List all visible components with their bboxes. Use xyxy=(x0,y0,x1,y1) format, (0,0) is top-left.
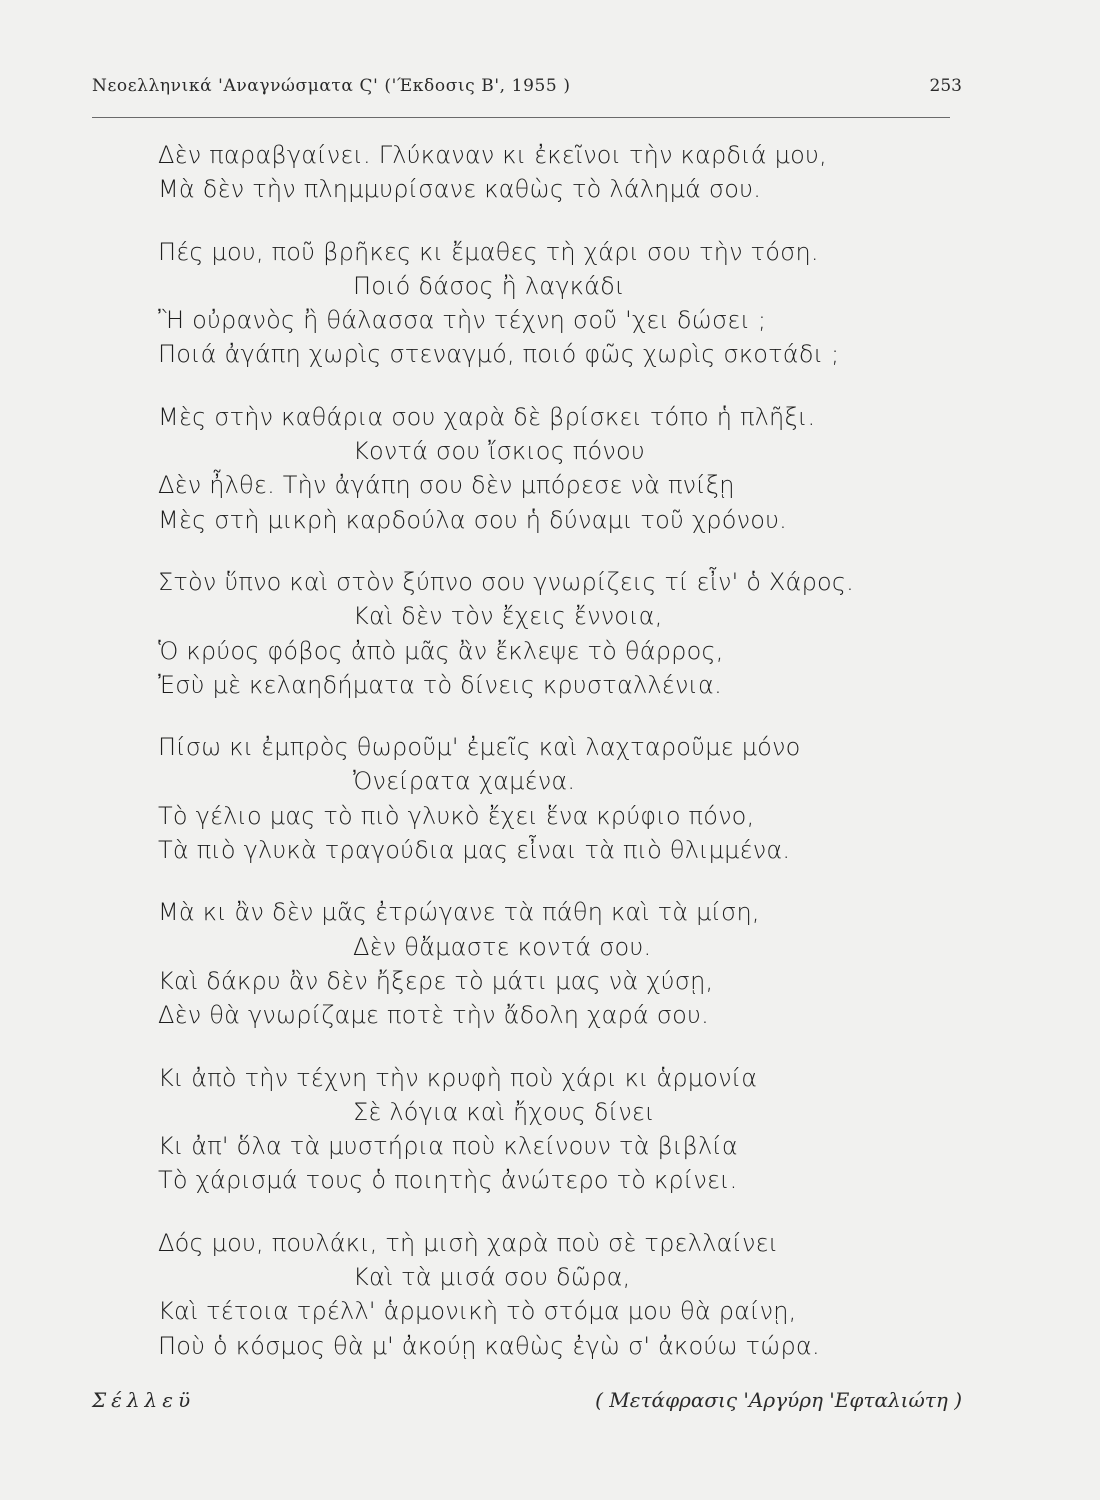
poem-line: Ποιά ἀγάπη χωρὶς στεναγμό, ποιό φῶς χωρὶς σκοτάδι ; xyxy=(158,340,840,369)
stanza xyxy=(158,565,938,702)
poem-line: Πές μου, ποῦ βρῆκες κι ἔμαθες τὴ χάρι σου τὴν τόση. xyxy=(158,237,819,266)
poem-line: Μὲς στὴ μικρὴ καρδούλα σου ἡ δύναμι τοῦ χρόνου. xyxy=(158,505,788,534)
poem-line: Κι ἀπ' ὅλα τὰ μυστήρια ποὺ κλείνουν τὰ βιβλία xyxy=(158,1132,738,1161)
poem-line: Ὁ κρύος φόβος ἀπὸ μᾶς ἂν ἔκλεψε τὸ θάρρος, xyxy=(158,636,724,665)
poem-line: Ὀνείρατα χαμένα. xyxy=(353,767,576,796)
stanza xyxy=(158,1226,938,1363)
poem-line: Δός μου, πουλάκι, τὴ μισὴ χαρὰ ποὺ σὲ τρελλαίνει xyxy=(158,1228,779,1257)
poem-line: Στὸν ὕπνο καὶ στὸν ξύπνο σου γνωρίζεις τί εἶν' ὁ Χάρος. xyxy=(158,567,855,596)
stanza xyxy=(158,1061,938,1198)
poem-line: Ἢ οὐρανὸς ἢ θάλασσα τὴν τέχνη σοῦ 'χει δώσει ; xyxy=(158,306,767,335)
poem-line: Ἐσὺ μὲ κελαηδήματα τὸ δίνεις κρυσταλλένια. xyxy=(158,670,722,699)
poem-line: Τὰ πιὸ γλυκὰ τραγούδια μας εἶναι τὰ πιὸ θλιμμένα. xyxy=(158,836,791,865)
poem-author: Σέλλεϋ xyxy=(92,1388,196,1412)
running-title: Νεοελληνικά 'Αναγνώσματα Ϛ' ('Έκδοσις Β', 1955 ) xyxy=(92,76,571,96)
poem-line: Κι ἀπὸ τὴν τέχνη τὴν κρυφὴ ποὺ χάρι κι ἁρμονία xyxy=(158,1063,758,1092)
poem-line: Δὲν παραβγαίνει. Γλύκαναν κι ἐκεῖνοι τὴν καρδιά μου, xyxy=(158,141,827,169)
poem-line: Δὲν ἦλθε. Τὴν ἀγάπη σου δὲν μπόρεσε νὰ πνίξῃ xyxy=(158,471,735,500)
page-number: 253 xyxy=(929,76,962,96)
poem-line: Δὲν θἄμαστε κοντά σου. xyxy=(353,932,652,961)
poem-line: Δὲν θὰ γνωρίζαμε ποτὲ τὴν ἄδολη χαρά σου. xyxy=(158,1001,709,1030)
poem-line: Τὸ χάρισμά τους ὁ ποιητὴς ἀνώτερο τὸ κρίνει. xyxy=(158,1166,738,1195)
poem-body xyxy=(158,138,938,1391)
poem-line: Καὶ δάκρυ ἂν δὲν ἤξερε τὸ μάτι μας νὰ χύσῃ, xyxy=(158,966,714,995)
header-rule xyxy=(92,117,950,118)
stanza xyxy=(158,895,938,1032)
poem-line: Πίσω κι ἐμπρὸς θωροῦμ' ἐμεῖς καὶ λαχταροῦμε μόνο xyxy=(158,733,801,762)
poem-line: Κοντά σου ἴσκιος πόνου xyxy=(353,437,645,466)
stanza xyxy=(158,730,938,867)
poem-line: Ποὺ ὁ κόσμος θὰ μ' ἀκούῃ καθὼς ἐγὼ σ' ἀκούω τώρα. xyxy=(158,1331,820,1360)
page-footer xyxy=(92,1388,962,1424)
poem-line: Σὲ λόγια καὶ ἤχους δίνει xyxy=(353,1097,655,1126)
poem-line: Καὶ δὲν τὸν ἔχεις ἔννοια, xyxy=(353,602,663,631)
translator-credit: ( Μετάφρασις 'Αργύρη 'Εφταλιώτη ) xyxy=(595,1388,962,1412)
stanza xyxy=(158,235,938,372)
poem-line: Καὶ τέτοια τρέλλ' ἁρμονικὴ τὸ στόμα μου θὰ ραίνῃ, xyxy=(158,1297,797,1326)
page-header xyxy=(92,76,962,108)
stanza xyxy=(158,400,938,537)
poem-line: Ποιό δάσος ἢ λαγκάδι xyxy=(353,271,625,300)
poem-line: Μὰ κι ἂν δὲν μᾶς ἐτρώγανε τὰ πάθη καὶ τὰ μίση, xyxy=(158,898,760,927)
poem-line: Μὲς στὴν καθάρια σου χαρὰ δὲ βρίσκει τόπο ἡ πλῆξι. xyxy=(158,402,816,431)
poem-line: Τὸ γέλιο μας τὸ πιὸ γλυκὸ ἔχει ἕνα κρύφιο πόνο, xyxy=(158,801,755,830)
poem-line: Μὰ δὲν τὴν πλημμυρίσανε καθὼς τὸ λάλημά σου. xyxy=(158,175,762,204)
poem-line: Καὶ τὰ μισά σου δῶρα, xyxy=(353,1263,631,1292)
stanza xyxy=(158,138,938,207)
